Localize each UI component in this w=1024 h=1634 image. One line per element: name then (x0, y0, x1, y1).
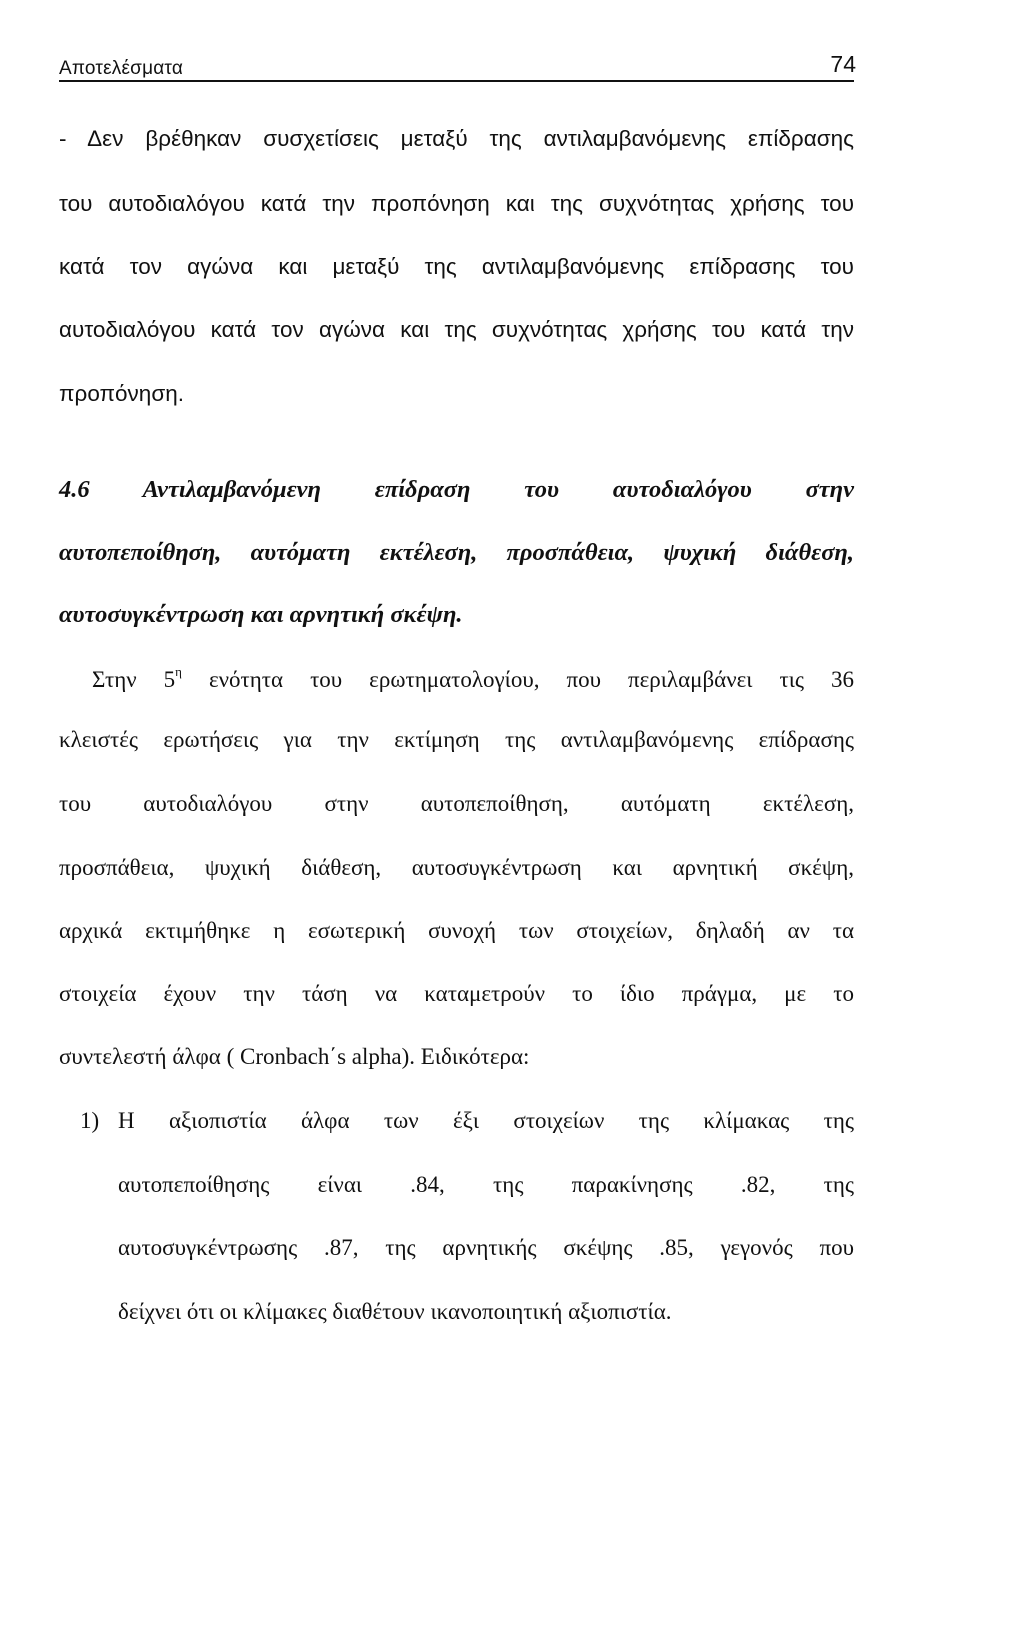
text-line: συντελεστή άλφα ( Cronbach΄s alpha). Ειδικότερα: (59, 1044, 530, 1069)
text-line: προπόνηση. (59, 381, 184, 406)
text-line: του αυτοδιαλόγου κατά την προπόνηση και της συχνότητας χρήσης του (59, 191, 854, 216)
text-line (92, 664, 854, 692)
text-line: δείχνει ότι οι κλίμακες διαθέτουν ικανοποιητική αξιοπιστία. (118, 1299, 672, 1324)
text-line: αυτοπεποίθησης είναι .84, της παρακίνησης .82, της (118, 1172, 854, 1197)
ordinal-superscript: η (175, 664, 182, 679)
text-line: κλειστές ερωτήσεις για την εκτίμηση της αντιλαμβανόμενης επίδρασης (59, 727, 854, 752)
heading-line: αυτοπεποίθηση, αυτόματη εκτέλεση, προσπάθεια, ψυχική διάθεση, (59, 539, 854, 566)
text-run: ενότητα του ερωτηματολογίου, που περιλαμβάνει τις 36 (181, 667, 854, 692)
text-line: αυτοσυγκέντρωσης .87, της αρνητικής σκέψης .85, γεγονός που (118, 1235, 854, 1260)
text-run: Στην 5 (92, 667, 176, 692)
running-title: Αποτελέσματα (59, 58, 184, 79)
text-line: στοιχεία έχουν την τάση να καταμετρούν το ίδιο πράγμα, με το (59, 981, 854, 1006)
text-line: προσπάθεια, ψυχική διάθεση, αυτοσυγκέντρωση και αρνητική σκέψη, (59, 855, 854, 880)
heading-line: αυτοσυγκέντρωση και αρνητική σκέψη. (59, 601, 463, 628)
list-marker: 1) (80, 1108, 100, 1133)
text-line: αρχικά εκτιμήθηκε η εσωτερική συνοχή των στοιχείων, δηλαδή αν τα (59, 918, 854, 943)
text-line: - Δεν βρέθηκαν συσχετίσεις μεταξύ της αντιλαμβανόμενης επίδρασης (59, 126, 854, 151)
page-number: 74 (830, 51, 856, 77)
heading-line: 4.6 Αντιλαμβανόμενη επίδραση του αυτοδιαλόγου στην (59, 476, 854, 503)
text-line: Η αξιοπιστία άλφα των έξι στοιχείων της κλίμακας της (118, 1108, 854, 1133)
text-line: αυτοδιαλόγου κατά τον αγώνα και της συχνότητας χρήσης του κατά την (59, 317, 854, 342)
text-line: κατά τον αγώνα και μεταξύ της αντιλαμβανόμενης επίδρασης του (59, 254, 854, 279)
page-header (59, 44, 854, 82)
text-line: του αυτοδιαλόγου στην αυτοπεποίθηση, αυτόματη εκτέλεση, (59, 791, 854, 816)
